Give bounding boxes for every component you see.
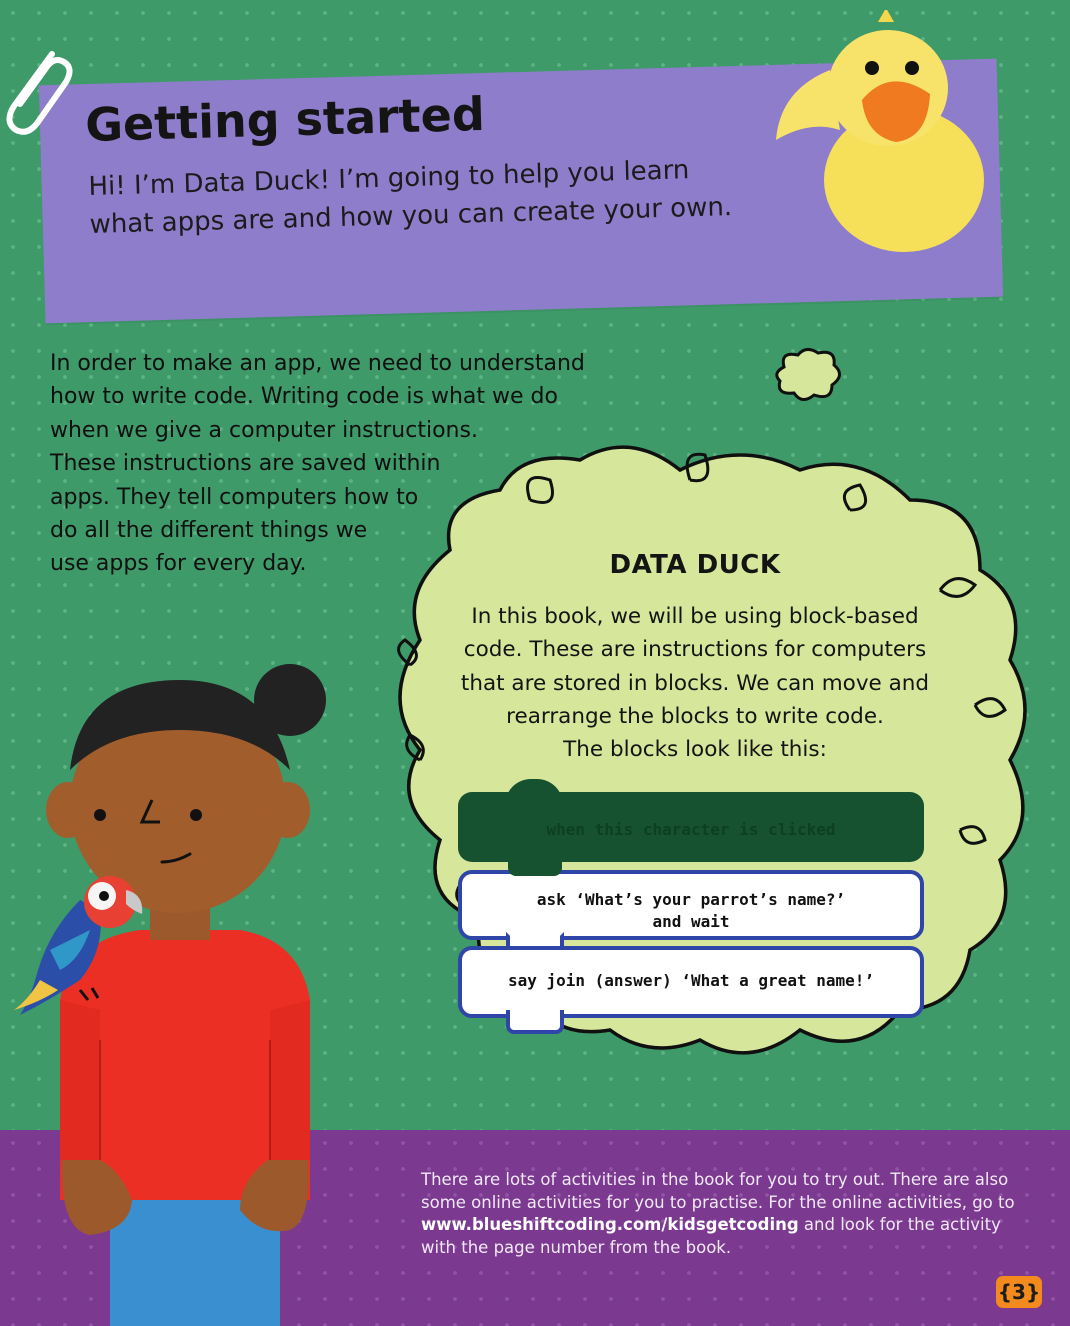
- intro-line: In order to make an app, we need to understand: [50, 351, 585, 376]
- ask-line: and wait: [652, 912, 730, 931]
- footer-text-end: and look for the activity with the page number from the book.: [421, 1215, 1001, 1257]
- bubble-line: that are stored in blocks. We can move and: [460, 670, 930, 696]
- bubble-line: In this book, we will be using block-based: [471, 604, 919, 629]
- subtitle-line: Hi! I’m Data Duck! I’m going to help you learn: [88, 155, 690, 202]
- ask-block-label: [470, 889, 912, 933]
- footer-text: [421, 1169, 1021, 1259]
- intro-line: These instructions are saved within: [50, 451, 441, 477]
- footer-text-start: There are lots of activities in the book for you to try out. There are also some online activities for you to practise. For the online activities, go to: [421, 1170, 1015, 1212]
- page-number-badge: {3}: [996, 1276, 1042, 1308]
- bubble-line: rearrange the blocks to write code.: [506, 703, 884, 729]
- intro-line: apps. They tell computers how to: [50, 484, 419, 510]
- bubble-line: The blocks look like this:: [563, 737, 827, 763]
- small-cloud-icon: [770, 345, 850, 405]
- event-block-notch: [508, 862, 562, 876]
- intro-line: how to write code. Writing code is what we do: [50, 384, 558, 410]
- parrot-icon: [10, 870, 150, 1020]
- duck-icon: [770, 10, 990, 260]
- bubble-title: DATA DUCK: [609, 550, 781, 580]
- website-link[interactable]: www.blueshiftcoding.com/kidsgetcoding: [421, 1215, 799, 1234]
- intro-line: do all the different things we: [50, 518, 368, 544]
- say-block-label: say join (answer) ‘What a great name!’: [507, 971, 875, 990]
- say-block-notch: [506, 1010, 564, 1034]
- intro-line: use apps for every day.: [50, 551, 307, 577]
- ask-line: ask ‘What’s your parrot’s name?’: [536, 890, 846, 909]
- bubble-line: code. These are instructions for computers: [463, 637, 927, 663]
- paperclip-icon: [0, 40, 80, 140]
- intro-line: when we give a computer instructions.: [50, 417, 478, 443]
- page-title: Getting started: [84, 86, 486, 152]
- bubble-text: [430, 600, 960, 766]
- event-block-label: when this character is clicked: [546, 820, 836, 839]
- subtitle-line: what apps are and how you can create your own.: [89, 192, 733, 240]
